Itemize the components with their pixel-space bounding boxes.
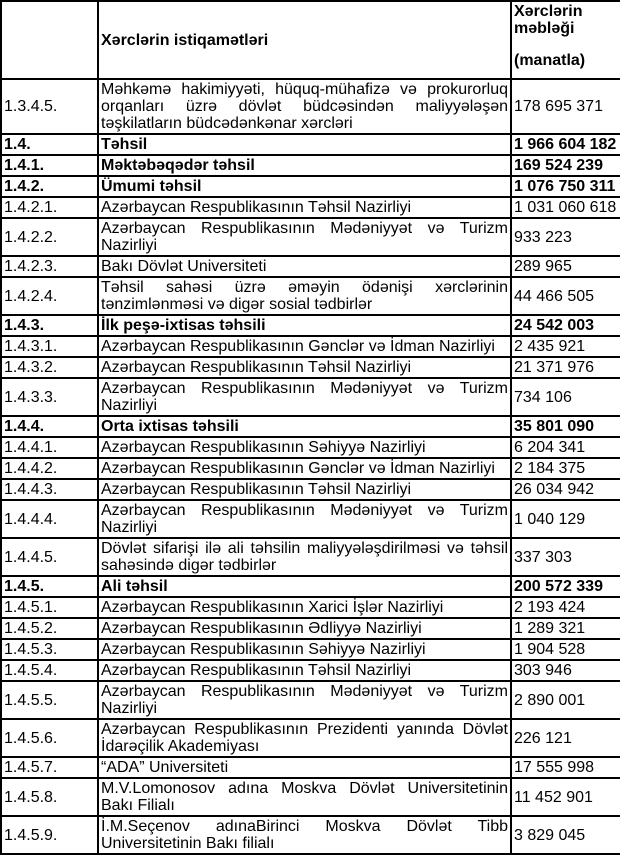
table-row — [1, 155, 620, 176]
row-label-cell: Dövlət sifarişi ilə ali təhsilin maliyyələşdirilməsi və təhsil sahəsində digər tədbirlər — [98, 538, 511, 576]
table-row — [1, 479, 620, 500]
row-label-cell: Azərbaycan Respublikasının Təhsil Nazirliyi — [98, 479, 511, 500]
header-amount-cell — [511, 1, 620, 79]
row-amount-cell: 2 890 001 — [511, 681, 620, 719]
table-row — [1, 336, 620, 357]
row-label-cell: Azərbaycan Respublikasının Gənclər və İdman Nazirliyi — [98, 336, 511, 357]
table-row — [1, 757, 620, 778]
table-row — [1, 197, 620, 218]
row-amount-cell: 44 466 505 — [511, 277, 620, 315]
row-number-cell: 1.4.1. — [1, 155, 98, 176]
row-number-cell: 1.4.5.5. — [1, 681, 98, 719]
row-amount-cell: 289 965 — [511, 256, 620, 277]
row-amount-cell: 933 223 — [511, 218, 620, 256]
row-amount-cell: 226 121 — [511, 719, 620, 757]
row-label-cell: Azərbaycan Respublikasının Mədəniyyət və Turizm Nazirliyi — [98, 378, 511, 416]
row-number-cell: 1.4.5.1. — [1, 597, 98, 618]
table-row — [1, 79, 620, 134]
table-row — [1, 218, 620, 256]
row-number-cell: 1.4.3.1. — [1, 336, 98, 357]
row-label-cell: Ümumi təhsil — [98, 176, 511, 197]
row-number-cell: 1.4.2.4. — [1, 277, 98, 315]
row-amount-cell: 1 031 060 618 — [511, 197, 620, 218]
row-label-cell: Orta ixtisas təhsili — [98, 416, 511, 437]
row-number-cell: 1.4.5.4. — [1, 660, 98, 681]
table-row — [1, 639, 620, 660]
row-label-cell: İ.M.Seçenov adınaBirinci Moskva Dövlət Tibb Universitetinin Bakı filialı — [98, 816, 511, 854]
row-number-cell: 1.4.4.4. — [1, 500, 98, 538]
row-number-cell: 1.4.4.1. — [1, 437, 98, 458]
table-row — [1, 500, 620, 538]
row-amount-cell: 169 524 239 — [511, 155, 620, 176]
row-amount-cell: 6 204 341 — [511, 437, 620, 458]
row-number-cell: 1.3.4.5. — [1, 79, 98, 134]
row-label-cell: Məhkəmə hakimiyyəti, hüquq-mühafizə və prokurorluq orqanları üzrə dövlət büdcəsindən maliyyələşən təşkilatların büdcədənkənar xərcləri — [98, 79, 511, 134]
row-number-cell: 1.4.3.2. — [1, 357, 98, 378]
header-amount-title: Xərclərin məbləği — [514, 3, 583, 37]
row-label-cell: Azərbaycan Respublikasının Səhiyyə Nazirliyi — [98, 639, 511, 660]
row-amount-cell: 200 572 339 — [511, 576, 620, 597]
row-number-cell: 1.4.3. — [1, 315, 98, 336]
row-label-cell: Ali təhsil — [98, 576, 511, 597]
row-amount-cell: 1 289 321 — [511, 618, 620, 639]
table-row — [1, 538, 620, 576]
row-label-cell: “ADA” Universiteti — [98, 757, 511, 778]
table-row — [1, 458, 620, 479]
row-label-cell: Azərbaycan Respublikasının Səhiyyə Nazirliyi — [98, 437, 511, 458]
row-amount-cell: 178 695 371 — [511, 79, 620, 134]
row-number-cell: 1.4. — [1, 134, 98, 155]
row-label-cell: Azərbaycan Respublikasının Təhsil Nazirliyi — [98, 660, 511, 681]
table-row — [1, 719, 620, 757]
table-body — [1, 79, 620, 854]
table-row — [1, 357, 620, 378]
header-number-cell — [1, 1, 98, 79]
row-number-cell: 1.4.2.1. — [1, 197, 98, 218]
row-label-cell: Azərbaycan Respublikasının Mədəniyyət və Turizm Nazirliyi — [98, 681, 511, 719]
table-row — [1, 176, 620, 197]
header-directions-cell: Xərclərin istiqamətləri — [98, 1, 511, 79]
row-amount-cell: 734 106 — [511, 378, 620, 416]
row-number-cell: 1.4.4.5. — [1, 538, 98, 576]
table-row — [1, 315, 620, 336]
row-amount-cell: 24 542 003 — [511, 315, 620, 336]
table-row — [1, 778, 620, 816]
row-label-cell: Azərbaycan Respublikasının Təhsil Nazirliyi — [98, 357, 511, 378]
row-label-cell: Azərbaycan Respublikasının Təhsil Nazirliyi — [98, 197, 511, 218]
table-row — [1, 576, 620, 597]
table-row — [1, 256, 620, 277]
row-label-cell: İlk peşə-ixtisas təhsili — [98, 315, 511, 336]
row-number-cell: 1.4.4. — [1, 416, 98, 437]
table-row — [1, 378, 620, 416]
row-label-cell: Təhsil — [98, 134, 511, 155]
row-number-cell: 1.4.2.3. — [1, 256, 98, 277]
row-amount-cell: 21 371 976 — [511, 357, 620, 378]
row-label-cell: Azərbaycan Respublikasının Mədəniyyət və Turizm Nazirliyi — [98, 218, 511, 256]
row-number-cell: 1.4.2.2. — [1, 218, 98, 256]
table-row — [1, 816, 620, 854]
row-number-cell: 1.4.4.3. — [1, 479, 98, 500]
table-row — [1, 660, 620, 681]
table-row — [1, 618, 620, 639]
table-row — [1, 681, 620, 719]
table-row — [1, 134, 620, 155]
row-label-cell: Azərbaycan Respublikasının Xarici İşlər Nazirliyi — [98, 597, 511, 618]
row-number-cell: 1.4.2. — [1, 176, 98, 197]
row-number-cell: 1.4.5.6. — [1, 719, 98, 757]
row-label-cell: Təhsil sahəsi üzrə əməyin ödənişi xərclərinin tənzimlənməsi və digər sosial tədbirlər — [98, 277, 511, 315]
row-label-cell: Azərbaycan Respublikasının Gənclər və İdman Nazirliyi — [98, 458, 511, 479]
row-number-cell: 1.4.3.3. — [1, 378, 98, 416]
row-amount-cell: 35 801 090 — [511, 416, 620, 437]
row-amount-cell: 2 435 921 — [511, 336, 620, 357]
row-number-cell: 1.4.5.2. — [1, 618, 98, 639]
row-label-cell: Məktəbəqədər təhsil — [98, 155, 511, 176]
row-amount-cell: 17 555 998 — [511, 757, 620, 778]
header-row — [1, 1, 620, 79]
row-amount-cell: 3 829 045 — [511, 816, 620, 854]
table-row — [1, 437, 620, 458]
row-amount-cell: 1 904 528 — [511, 639, 620, 660]
row-amount-cell: 11 452 901 — [511, 778, 620, 816]
row-label-cell: Azərbaycan Respublikasının Ədliyyə Nazirliyi — [98, 618, 511, 639]
table-row — [1, 416, 620, 437]
header-amount-unit: (manatla) — [514, 52, 586, 69]
row-amount-cell: 26 034 942 — [511, 479, 620, 500]
row-amount-cell: 1 076 750 311 — [511, 176, 620, 197]
row-number-cell: 1.4.5. — [1, 576, 98, 597]
row-amount-cell: 303 946 — [511, 660, 620, 681]
row-amount-cell: 337 303 — [511, 538, 620, 576]
row-number-cell: 1.4.5.9. — [1, 816, 98, 854]
row-amount-cell: 2 184 375 — [511, 458, 620, 479]
row-amount-cell: 1 040 129 — [511, 500, 620, 538]
table-row — [1, 277, 620, 315]
row-number-cell: 1.4.5.7. — [1, 757, 98, 778]
row-label-cell: Azərbaycan Respublikasının Prezidenti yanında Dövlət İdarəçilik Akademiyası — [98, 719, 511, 757]
table-header — [1, 1, 620, 79]
table-row — [1, 597, 620, 618]
row-label-cell: M.V.Lomonosov adına Moskva Dövlət Universitetinin Bakı Filialı — [98, 778, 511, 816]
row-label-cell: Bakı Dövlət Universiteti — [98, 256, 511, 277]
row-amount-cell: 1 966 604 182 — [511, 134, 620, 155]
row-number-cell: 1.4.5.3. — [1, 639, 98, 660]
row-amount-cell: 2 193 424 — [511, 597, 620, 618]
row-label-cell: Azərbaycan Respublikasının Mədəniyyət və Turizm Nazirliyi — [98, 500, 511, 538]
row-number-cell: 1.4.4.2. — [1, 458, 98, 479]
row-number-cell: 1.4.5.8. — [1, 778, 98, 816]
